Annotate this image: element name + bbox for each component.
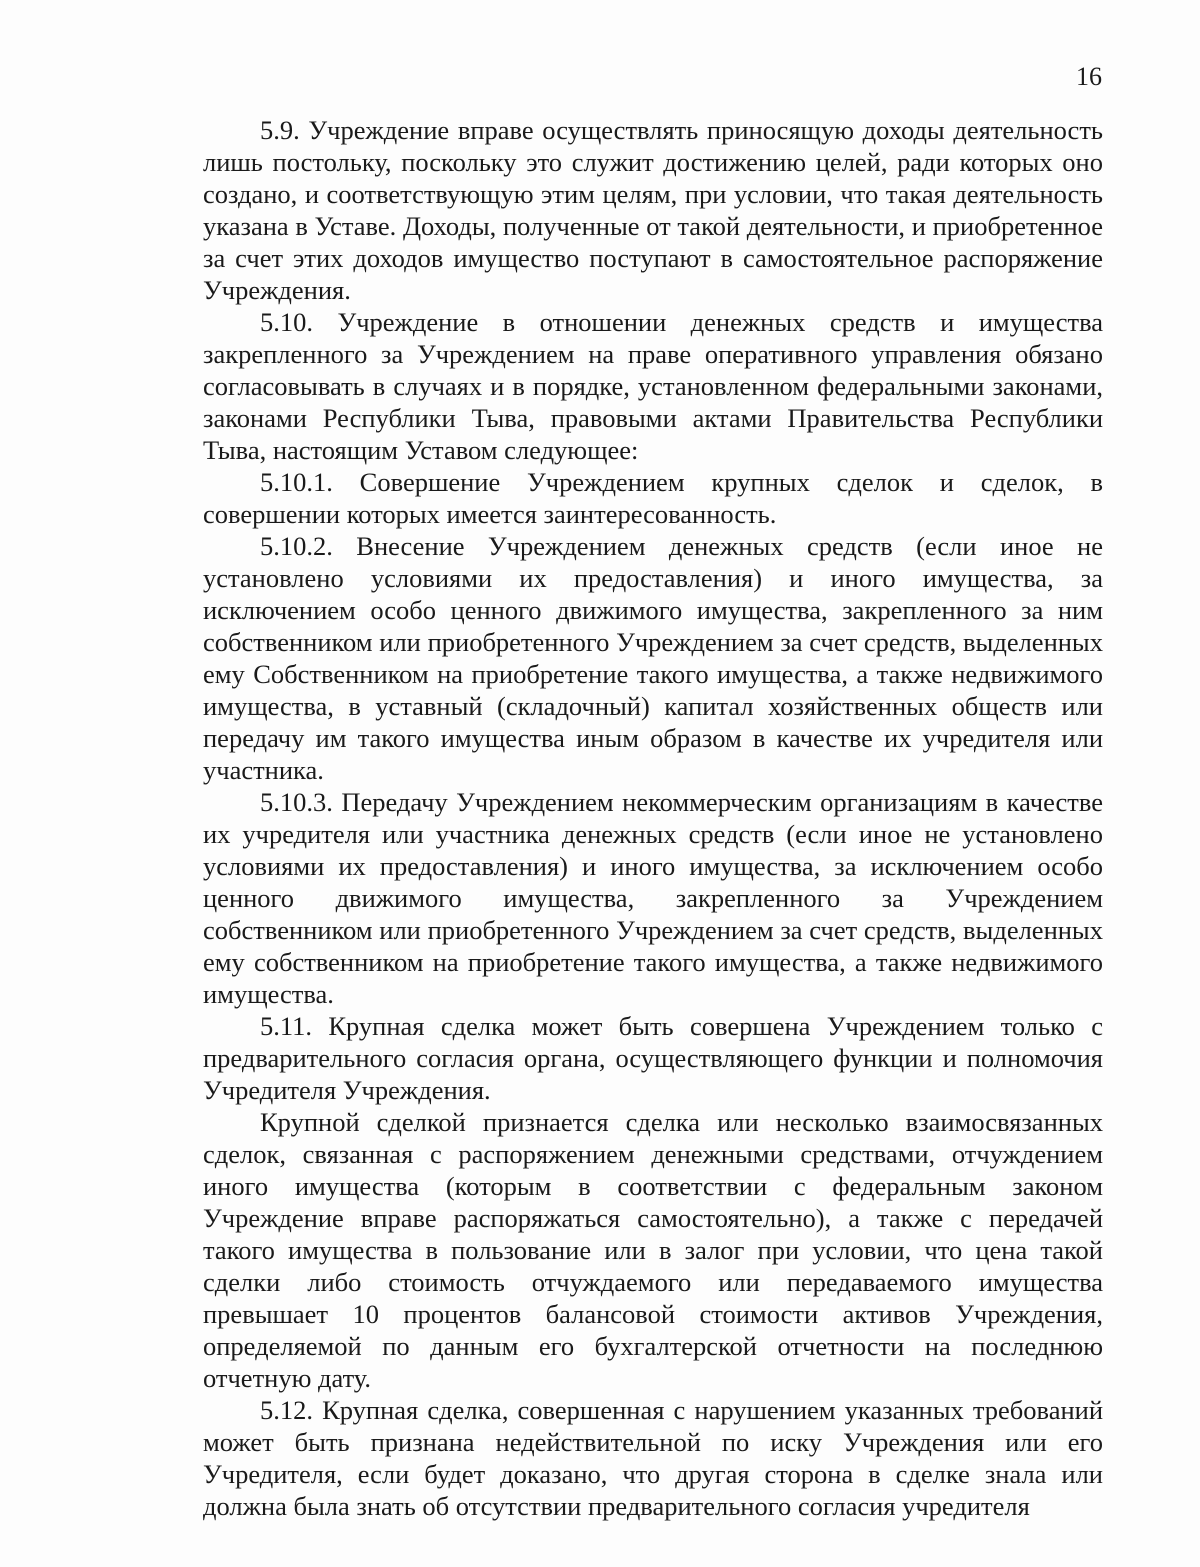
paragraph-major-transaction-definition: Крупной сделкой признается сделка или несколько взаимосвязанных сделок, связанная с распоряжением денежными средствами, отчуждением иного имущества (которым в соответствии с федеральным законом Учреждение вправе распоряжаться самостоятельно), а также с передачей такого имущества в пользование или в залог при условии, что цена такой сделки либо стоимость отчуждаемого или передаваемого имущества превышает 10 процентов балансовой стоимости активов Учреждения, определяемой по данным его бухгалтерской отчетности на последнюю отчетную дату. [203, 1107, 1103, 1393]
paragraph-5-11: 5.11. Крупная сделка может быть совершена Учреждением только с предварительного согласия органа, осуществляющего функции и полномочия Учредителя Учреждения. [203, 1011, 1103, 1105]
document-body [203, 114, 1103, 1522]
paragraph-5-10-1: 5.10.1. Совершение Учреждением крупных сделок и сделок, в совершении которых имеется заинтересованность. [203, 467, 1103, 529]
paragraph-5-10-2: 5.10.2. Внесение Учреждением денежных средств (если иное не установлено условиями их предоставления) и иного имущества, за исключением особо ценного движимого имущества, закрепленного за ним собственником или приобретенного Учреждением за счет средств, выделенных ему Собственником на приобретение такого имущества, а также недвижимого имущества, в уставный (складочный) капитал хозяйственных обществ или передачу им такого имущества иным образом в качестве их учредителя или участника. [203, 531, 1103, 785]
paragraph-5-10: 5.10. Учреждение в отношении денежных средств и имущества закрепленного за Учреждением на праве оперативного управления обязано согласовывать в случаях и в порядке, установленном федеральными законами, законами Республики Тыва, правовыми актами Правительства Республики Тыва, настоящим Уставом следующее: [203, 307, 1103, 465]
page-number: 16 [1076, 62, 1102, 91]
paragraph-5-10-3: 5.10.3. Передачу Учреждением некоммерческим организациям в качестве их учредителя или участника денежных средств (если иное не установлено условиями их предоставления) и иного имущества, за исключением особо ценного движимого имущества, закрепленного за Учреждением собственником или приобретенного Учреждением за счет средств, выделенных ему собственником на приобретение такого имущества, а также недвижимого имущества. [203, 787, 1103, 1009]
paragraph-5-9: 5.9. Учреждение вправе осуществлять приносящую доходы деятельность лишь постольку, поскольку это служит достижению целей, ради которых оно создано, и соответствующую этим целям, при условии, что такая деятельность указана в Уставе. Доходы, полученные от такой деятельности, и приобретенное за счет этих доходов имущество поступают в самостоятельное распоряжение Учреждения. [203, 115, 1103, 305]
paragraph-5-12: 5.12. Крупная сделка, совершенная с нарушением указанных требований может быть признана недействительной по иску Учреждения или его Учредителя, если будет доказано, что другая сторона в сделке знала или должна была знать об отсутствии предварительного согласия учредителя [203, 1395, 1103, 1521]
